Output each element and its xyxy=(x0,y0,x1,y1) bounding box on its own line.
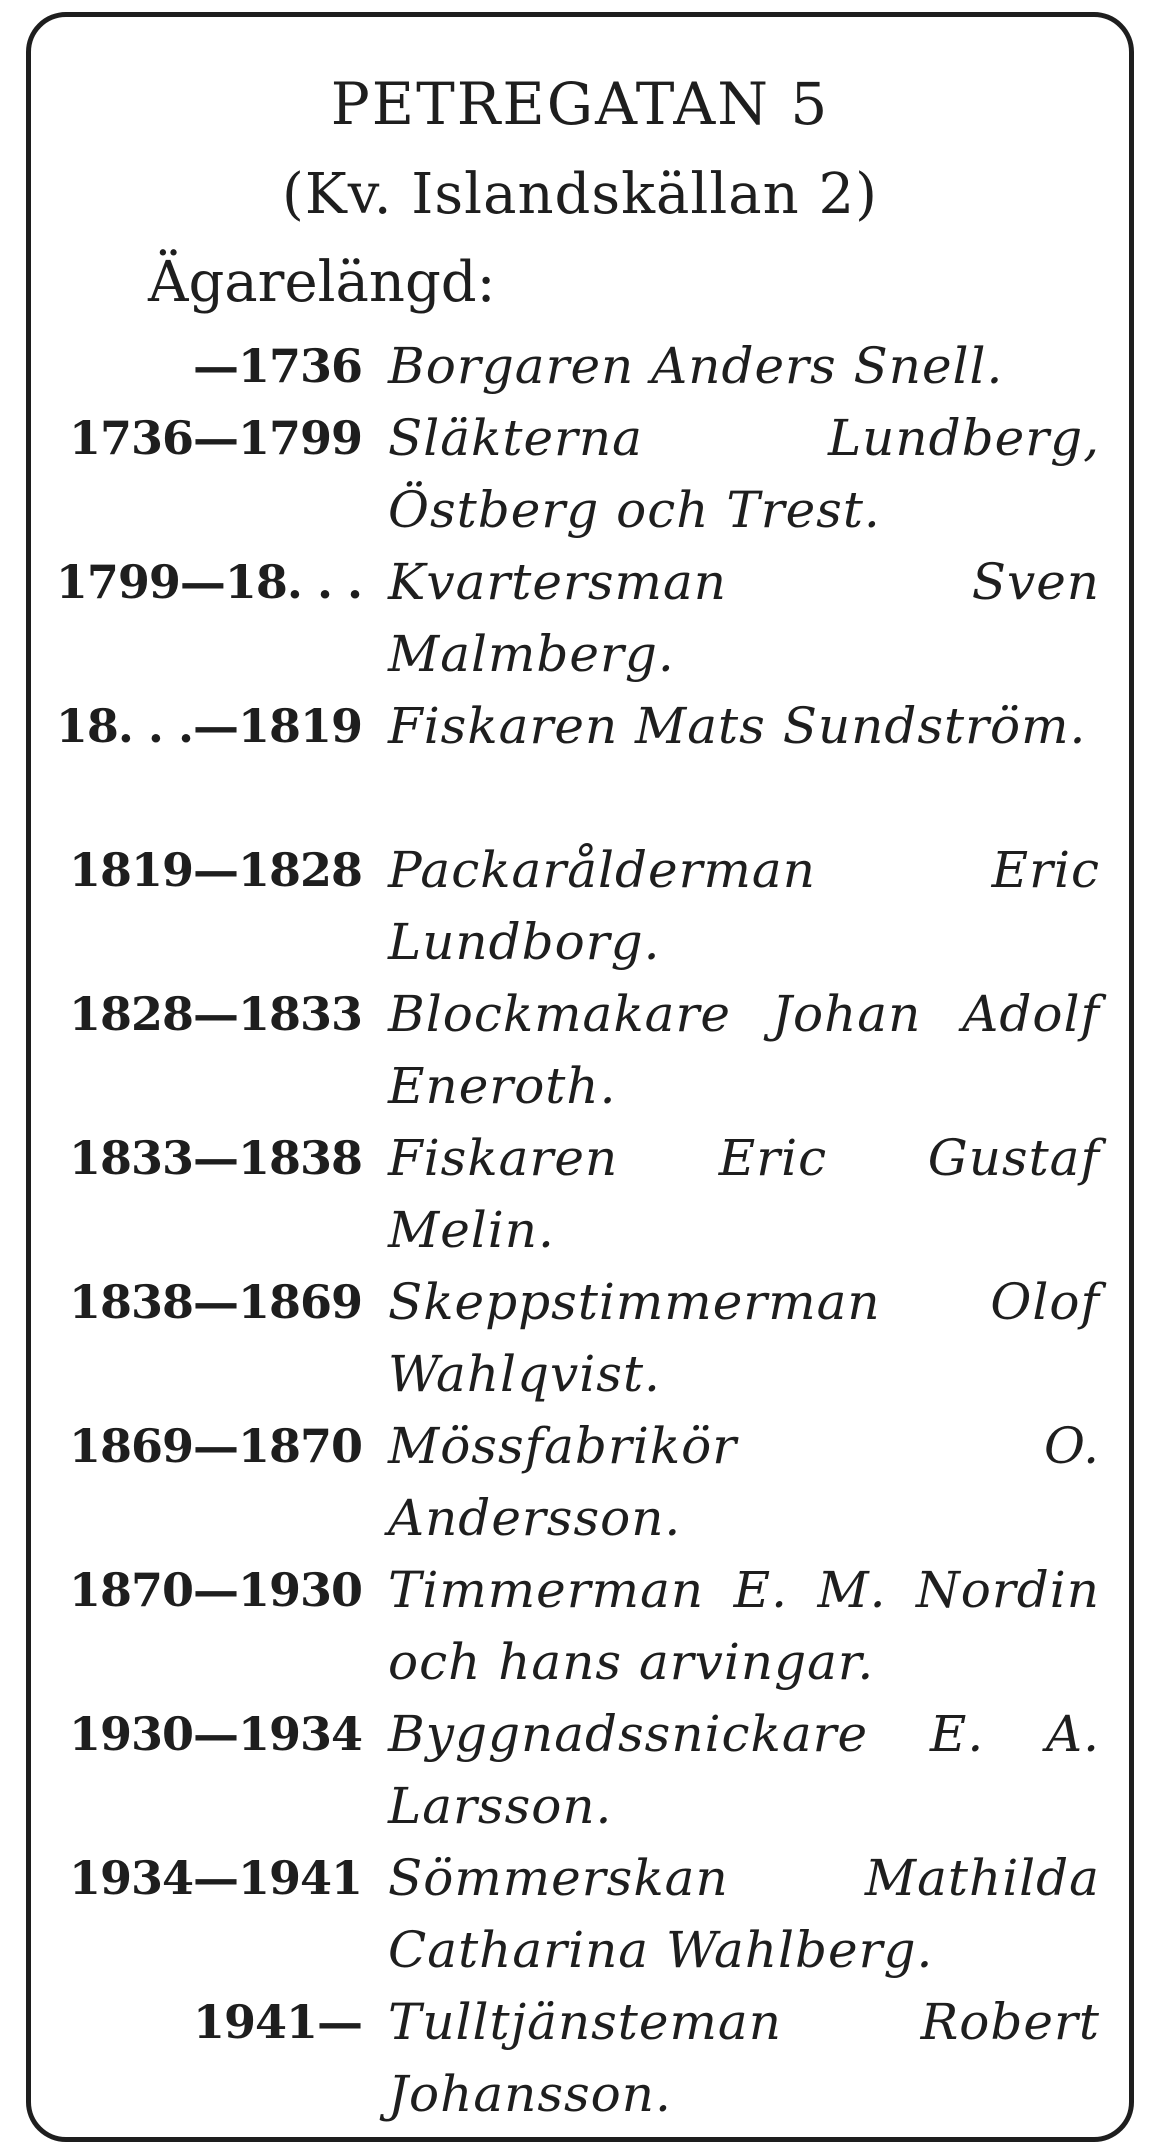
entry-years: 1941— xyxy=(192,1995,362,2049)
owner-entry xyxy=(0,1410,1160,1554)
entry-owner: Släkterna Lundberg, Östberg och Trest. xyxy=(388,409,1100,539)
entry-owner: Byggnadssnickare E. A. Larsson. xyxy=(388,1705,1100,1835)
entry-years: —1736 xyxy=(192,339,362,393)
owner-entry xyxy=(0,834,1160,978)
entry-years: 1833—1838 xyxy=(68,1131,362,1185)
owner-entry xyxy=(0,1554,1160,1698)
owner-entry xyxy=(0,546,1160,690)
entry-owner: Fiskaren Mats Sundström. xyxy=(388,697,1087,755)
owner-entry xyxy=(0,1698,1160,1842)
owner-entry xyxy=(0,1266,1160,1410)
owner-entry xyxy=(0,690,1160,834)
entry-years: 1736—1799 xyxy=(68,411,362,465)
page-title: PETREGATAN 5 xyxy=(330,70,830,138)
entry-years: 1869—1870 xyxy=(68,1419,362,1473)
entry-years: 1838—1869 xyxy=(68,1275,362,1329)
owner-entry xyxy=(0,978,1160,1122)
entry-owner: Tulltjänsteman Robert Johansson. xyxy=(388,1993,1100,2123)
entry-owner: Skeppstimmerman Olof Wahlqvist. xyxy=(388,1273,1100,1403)
entry-owner: Fiskaren Eric Gustaf Melin. xyxy=(388,1129,1100,1259)
entry-owner: Sömmerskan Mathilda Catharina Wahlberg. xyxy=(388,1849,1100,1979)
entry-owner: Timmerman E. M. Nordin och hans arvingar. xyxy=(388,1561,1100,1691)
entry-owner: Kvartersman Sven Malmberg. xyxy=(388,553,1100,683)
entry-years: 18. . .—1819 xyxy=(55,699,362,753)
entry-years: 1934—1941 xyxy=(68,1851,362,1905)
owner-entry xyxy=(0,1986,1160,2130)
section-heading: Ägarelängd: xyxy=(148,250,496,315)
entry-years: 1870—1930 xyxy=(68,1563,362,1617)
entry-owner: Blockmakare Johan Adolf Eneroth. xyxy=(388,985,1100,1115)
owner-entry xyxy=(0,1122,1160,1266)
entry-years: 1930—1934 xyxy=(68,1707,362,1761)
entry-years: 1799—18. . . xyxy=(55,555,362,609)
owner-entry xyxy=(0,402,1160,546)
entry-owner: Mössfabrikör O. Andersson. xyxy=(388,1417,1100,1547)
entry-owner: Borgaren Anders Snell. xyxy=(388,337,1004,395)
entry-years: 1819—1828 xyxy=(68,843,362,897)
entry-owner: Packarålderman Eric Lundborg. xyxy=(388,841,1100,971)
entry-years: 1828—1833 xyxy=(68,987,362,1041)
owner-entry xyxy=(0,1842,1160,1986)
page-subtitle: (Kv. Islandskällan 2) xyxy=(282,162,878,227)
